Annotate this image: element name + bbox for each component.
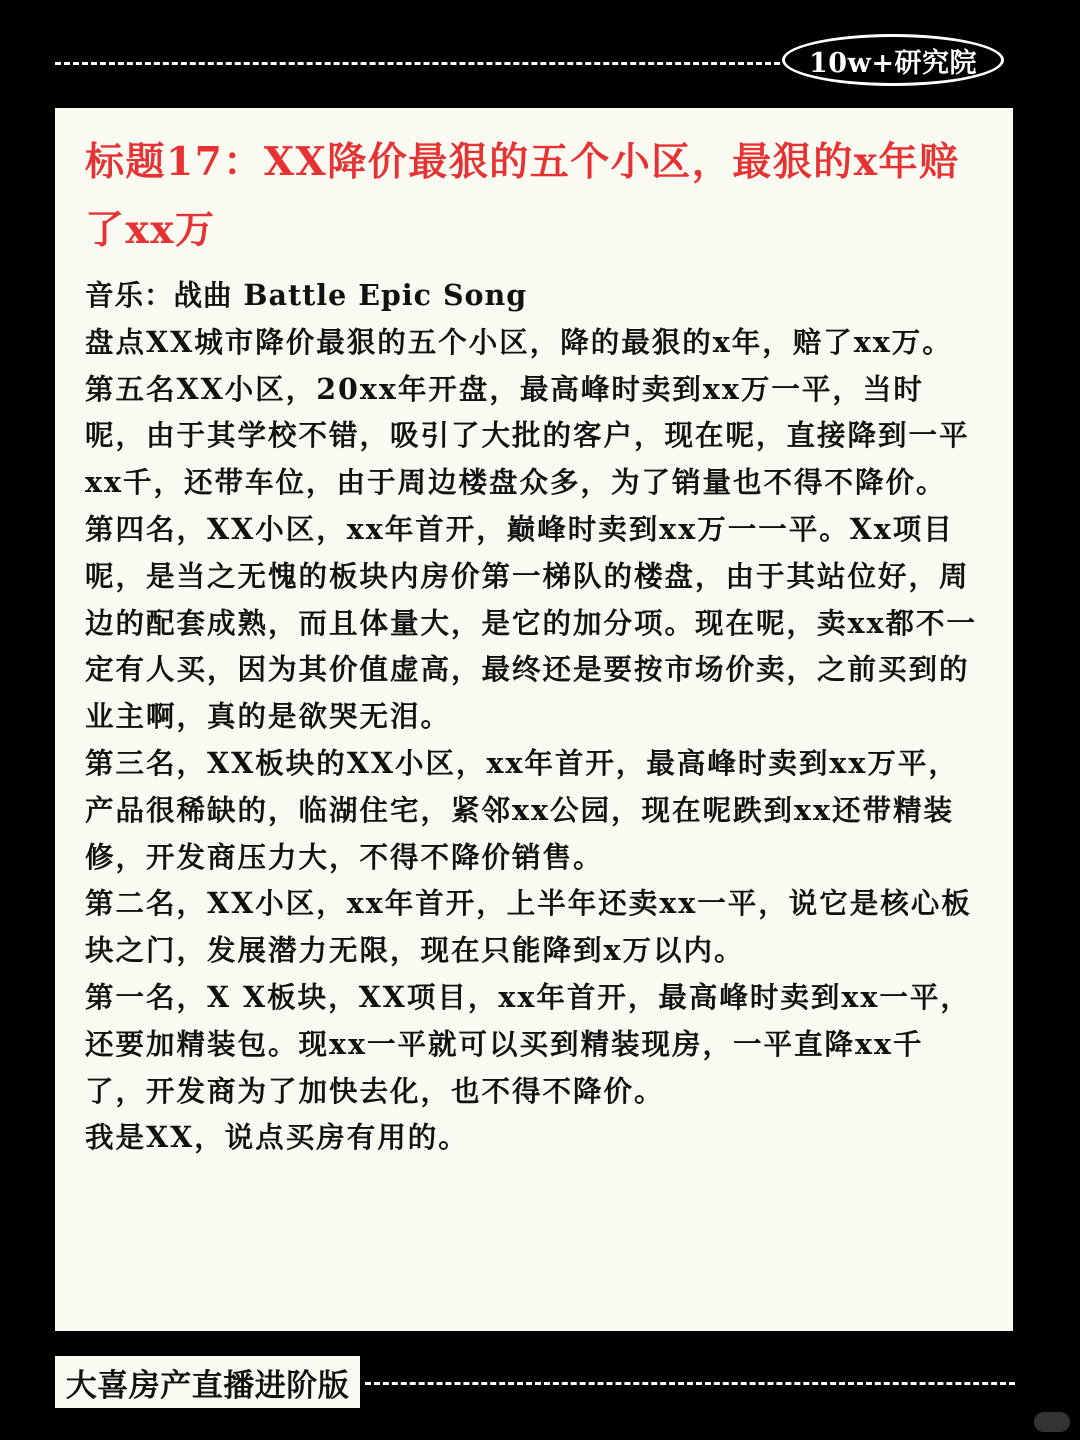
footer-label: 大喜房产直播进阶版 [65,1367,350,1404]
outro-paragraph: 我是XX，说点买房有用的。 [85,1120,469,1155]
brand-badge [782,34,1004,86]
intro-paragraph: 盘点XX城市降价最狠的五个小区，降的最狠的x年，赔了xx万。 [85,324,953,359]
watermark-logo-icon [1034,1412,1070,1432]
rank-4-paragraph: 第四名，XX小区，xx年首开，巅峰时卖到xx万一一平。Xx项目呢，是当之无愧的板块内房价第一梯队的楼盘，由于其站位好，周边的配套成熟，而且体量大，是它的加分项。现在呢，卖xx都不一定有人买，因为其价值虚高，最终还是要按市场价卖，之前买到的业主啊，真的是欲哭无泪。 [85,511,977,734]
script-body [85,272,981,1161]
rank-5-paragraph: 第五名XX小区，20xx年开盘，最高峰时卖到xx万一平，当时呢，由于其学校不错，吸引了大批的客户，现在呢，直接降到一平xx千，还带车位，由于周边楼盘众多，为了销量也不得不降价。 [85,371,970,500]
rank-1-paragraph: 第一名，X X板块，XX项目，xx年首开，最高峰时卖到xx一平，还要加精装包。现xx一平就可以买到精装现房，一平直降xx千了，开发商为了加快去化，也不得不降价。 [85,979,971,1108]
music-line: 音乐：战曲 Battle Epic Song [85,278,528,312]
script-title: 标题17：XX降价最狠的五个小区，最狠的x年赔了xx万 [85,139,960,253]
brand-label: 10w+研究院 [809,47,977,79]
rank-2-paragraph: 第二名，XX小区，xx年首开，上半年还卖xx一平，说它是核心板块之门，发展潜力无限，现在只能降到x万以内。 [85,886,972,968]
rank-3-paragraph: 第三名，XX板块的XX小区，xx年首开，最高峰时卖到xx万平，产品很稀缺的，临湖住宅，紧邻xx公园，现在呢跌到xx还带精装修，开发商压力大，不得不降价销售。 [85,745,959,874]
script-card [55,108,1013,1331]
bottom-dashed-divider [365,1382,1015,1385]
footer-label-box [55,1356,360,1408]
top-dashed-divider [55,62,780,65]
